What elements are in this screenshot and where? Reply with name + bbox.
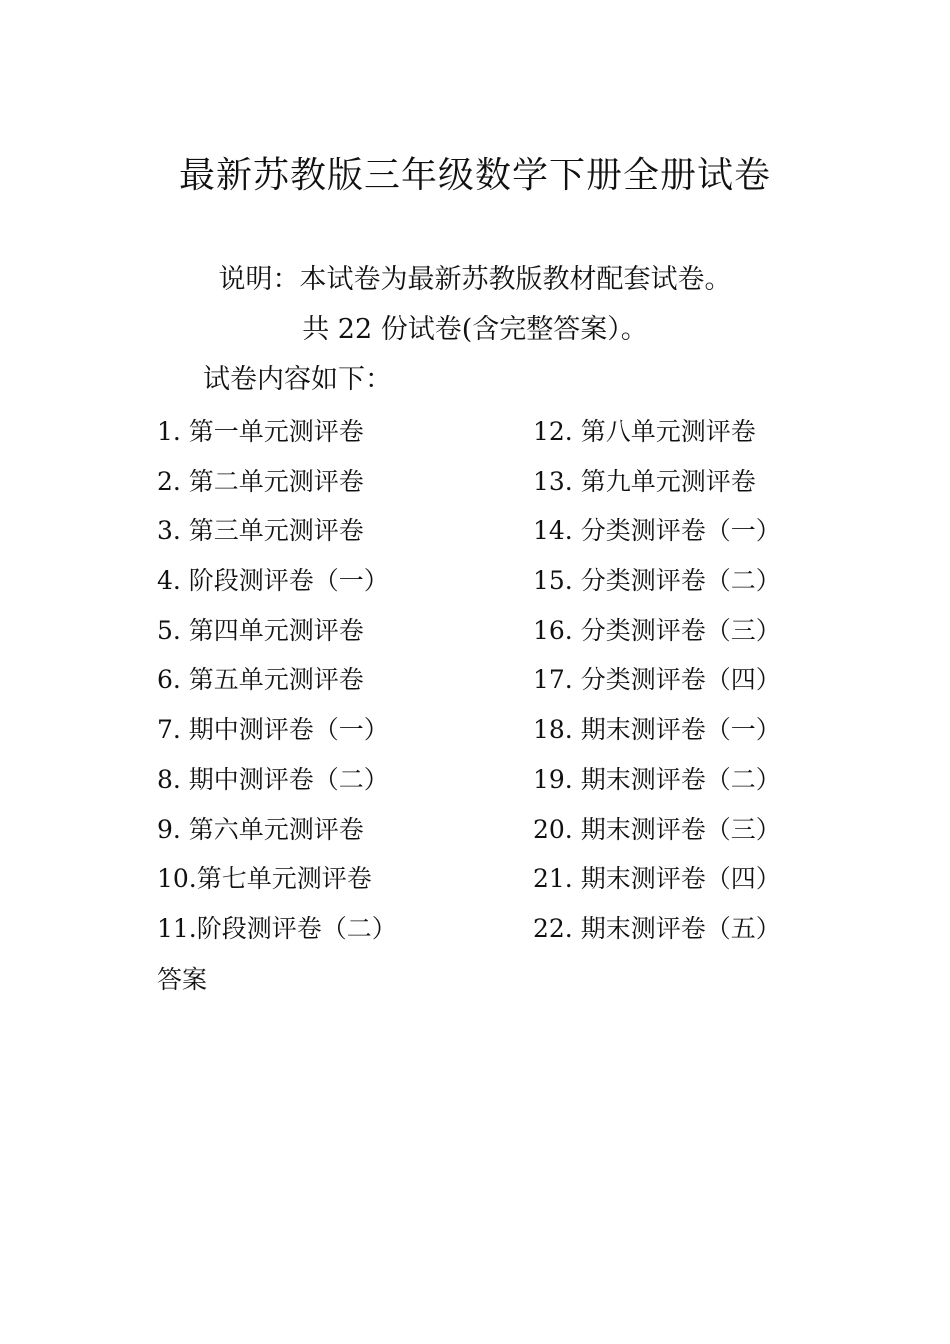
list-item: 7. 期中测评卷（一） xyxy=(157,715,389,745)
list-item: 6. 第五单元测评卷 xyxy=(157,665,364,695)
list-item: 4. 阶段测评卷（一） xyxy=(157,566,389,596)
list-item: 20. 期末测评卷（三） xyxy=(533,814,781,844)
list-item: 1. 第一单元测评卷 xyxy=(157,417,364,446)
paper-count-line: 共 22 份试卷(含完整答案）。 xyxy=(302,314,648,345)
list-item: 13. 第九单元测评卷 xyxy=(533,466,756,496)
list-item: 10.第七单元测评卷 xyxy=(157,864,372,894)
list-item: 8. 期中测评卷（二） xyxy=(157,764,389,794)
list-item: 17. 分类测评卷（四） xyxy=(533,665,781,695)
contents-heading: 试卷内容如下： xyxy=(203,364,392,395)
list-item: 12. 第八单元测评卷 xyxy=(533,417,756,446)
list-item: 21. 期末测评卷（四） xyxy=(533,864,781,894)
page-title: 最新苏教版三年级数学下册全册试卷 xyxy=(178,155,771,196)
list-item: 19. 期末测评卷（二） xyxy=(533,764,781,794)
list-item: 2. 第二单元测评卷 xyxy=(157,466,364,496)
list-item: 16. 分类测评卷（三） xyxy=(533,615,781,645)
list-item: 11.阶段测评卷（二） xyxy=(157,913,397,943)
list-item: 18. 期末测评卷（一） xyxy=(533,715,781,745)
contents-list-right xyxy=(533,414,781,961)
list-item: 22. 期末测评卷（五） xyxy=(533,913,781,943)
list-item: 14. 分类测评卷（一） xyxy=(533,516,781,546)
list-item: 5. 第四单元测评卷 xyxy=(157,615,364,645)
list-item: 9. 第六单元测评卷 xyxy=(157,814,364,844)
answer-label: 答案 xyxy=(157,965,208,994)
contents-list-left xyxy=(157,414,397,961)
description-line: 说明：本试卷为最新苏教版教材配套试卷。 xyxy=(218,264,732,295)
list-item: 15. 分类测评卷（二） xyxy=(533,566,781,596)
list-item: 3. 第三单元测评卷 xyxy=(157,516,364,546)
